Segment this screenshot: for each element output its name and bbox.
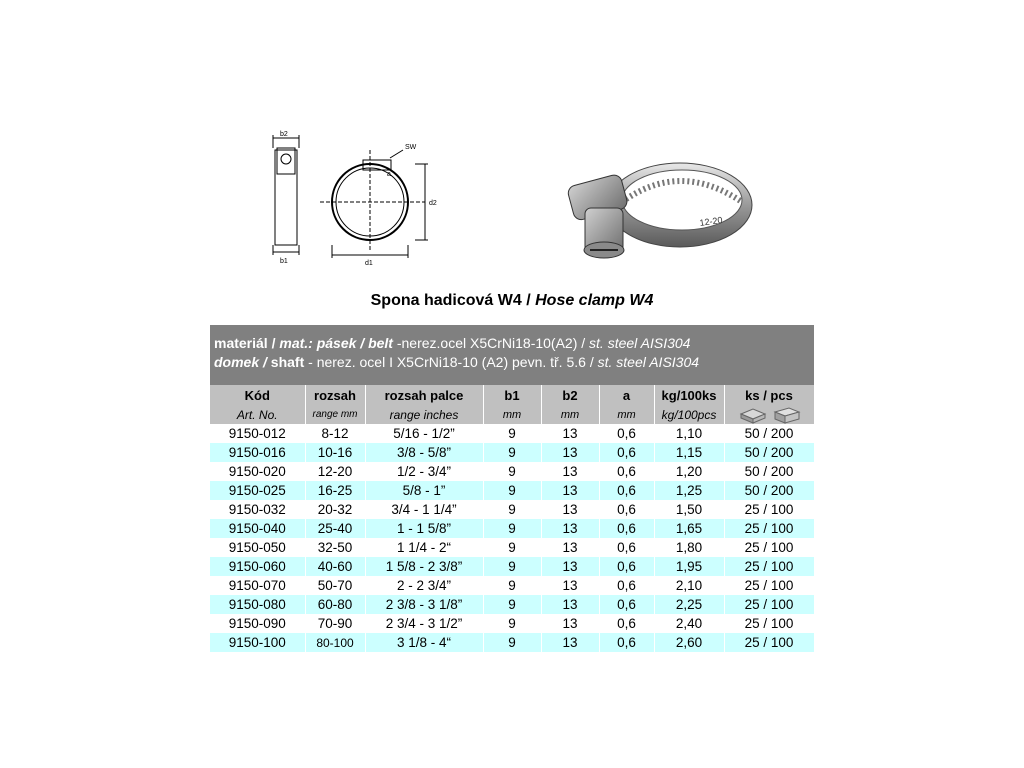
label-a: a	[387, 171, 391, 178]
cell-pcs: 50 / 200	[724, 481, 814, 500]
material-line-shaft: domek / shaft - nerez. ocel I X5CrNi18-10 (A2) pevn. tř. 5.6 / st. steel AISI304	[214, 354, 700, 370]
col-subheader-b2: mm	[541, 405, 599, 424]
cell-range-mm: 32-50	[305, 538, 365, 557]
table-row	[210, 614, 814, 633]
cell-range-inch: 2 - 2 3/4”	[365, 576, 483, 595]
cell-weight: 1,20	[654, 462, 724, 481]
cell-range-inch: 2 3/8 - 3 1/8”	[365, 595, 483, 614]
spec-table	[210, 385, 815, 652]
cell-range-inch: 1 5/8 - 2 3/8”	[365, 557, 483, 576]
label-sw: SW	[405, 144, 417, 151]
cell-code: 9150-100	[210, 633, 305, 652]
cell-weight: 1,15	[654, 443, 724, 462]
col-header-a: a	[599, 385, 654, 405]
cell-pcs: 50 / 200	[724, 424, 814, 443]
cell-range-mm: 12-20	[305, 462, 365, 481]
cell-pcs: 25 / 100	[724, 614, 814, 633]
table-row	[210, 519, 814, 538]
table-row	[210, 576, 814, 595]
cell-b1: 9	[483, 519, 541, 538]
cell-b2: 13	[541, 614, 599, 633]
title-cz: Spona hadicová W4 /	[370, 292, 531, 309]
cell-b1: 9	[483, 576, 541, 595]
table-row	[210, 557, 814, 576]
cell-b2: 13	[541, 557, 599, 576]
cell-range-inch: 1 1/4 - 2“	[365, 538, 483, 557]
col-header-b2: b2	[541, 385, 599, 405]
cell-code: 9150-060	[210, 557, 305, 576]
cell-code: 9150-080	[210, 595, 305, 614]
cell-b1: 9	[483, 557, 541, 576]
photo-marking: 12-20	[698, 214, 724, 228]
material-info	[210, 325, 814, 385]
cell-a: 0,6	[599, 519, 654, 538]
cell-pcs: 50 / 200	[724, 443, 814, 462]
cell-weight: 1,10	[654, 424, 724, 443]
label-b2: b2	[280, 131, 288, 138]
cell-pcs: 25 / 100	[724, 595, 814, 614]
col-header-weight: kg/100ks	[654, 385, 724, 405]
col-header-code: Kód	[210, 385, 305, 405]
cell-b1: 9	[483, 614, 541, 633]
cell-range-mm: 40-60	[305, 557, 365, 576]
cell-range-mm: 60-80	[305, 595, 365, 614]
col-header-pcs: ks / pcs	[724, 385, 814, 405]
cell-b1: 9	[483, 595, 541, 614]
side-view-housing	[277, 148, 295, 174]
cell-b2: 13	[541, 462, 599, 481]
cell-b1: 9	[483, 500, 541, 519]
cell-b2: 13	[541, 481, 599, 500]
cell-code: 9150-016	[210, 443, 305, 462]
cell-b2: 13	[541, 424, 599, 443]
table-row	[210, 633, 814, 652]
col-subheader-code: Art. No.	[210, 405, 305, 424]
col-subheader-range: range mm	[305, 405, 365, 424]
cell-range-inch: 3/8 - 5/8”	[365, 443, 483, 462]
cell-b1: 9	[483, 481, 541, 500]
cell-a: 0,6	[599, 576, 654, 595]
cell-weight: 1,80	[654, 538, 724, 557]
cell-b2: 13	[541, 500, 599, 519]
cell-pcs: 25 / 100	[724, 557, 814, 576]
col-header-range-inch: rozsah palce	[365, 385, 483, 405]
table-row	[210, 424, 814, 443]
table-row	[210, 595, 814, 614]
cell-a: 0,6	[599, 614, 654, 633]
cell-pcs: 25 / 100	[724, 576, 814, 595]
table-row	[210, 443, 814, 462]
col-subheader-a: mm	[599, 405, 654, 424]
label-d1: d1	[365, 260, 373, 267]
col-header-b1: b1	[483, 385, 541, 405]
cell-pcs: 25 / 100	[724, 633, 814, 652]
cell-range-mm: 25-40	[305, 519, 365, 538]
cell-range-mm: 8-12	[305, 424, 365, 443]
cell-code: 9150-020	[210, 462, 305, 481]
cell-range-inch: 5/16 - 1/2”	[365, 424, 483, 443]
col-subheader-weight: kg/100pcs	[654, 405, 724, 424]
hose-clamp-photo	[560, 150, 760, 265]
cell-code: 9150-032	[210, 500, 305, 519]
cell-weight: 2,40	[654, 614, 724, 633]
cell-code: 9150-050	[210, 538, 305, 557]
cell-a: 0,6	[599, 500, 654, 519]
cell-code: 9150-040	[210, 519, 305, 538]
cell-range-inch: 5/8 - 1”	[365, 481, 483, 500]
cell-b1: 9	[483, 424, 541, 443]
cell-pcs: 25 / 100	[724, 538, 814, 557]
cell-code: 9150-012	[210, 424, 305, 443]
box-icon	[739, 406, 801, 424]
cell-code: 9150-025	[210, 481, 305, 500]
cell-a: 0,6	[599, 595, 654, 614]
cell-a: 0,6	[599, 557, 654, 576]
col-subheader-b1: mm	[483, 405, 541, 424]
table-row	[210, 462, 814, 481]
title-en: Hose clamp W4	[535, 292, 654, 309]
cell-range-mm: 70-90	[305, 614, 365, 633]
cell-range-mm: 16-25	[305, 481, 365, 500]
cell-b2: 13	[541, 633, 599, 652]
cell-a: 0,6	[599, 481, 654, 500]
cell-range-inch: 3/4 - 1 1/4”	[365, 500, 483, 519]
cell-range-mm: 50-70	[305, 576, 365, 595]
cell-b2: 13	[541, 576, 599, 595]
cell-weight: 2,25	[654, 595, 724, 614]
technical-drawing	[265, 130, 445, 270]
cell-range-mm: 10-16	[305, 443, 365, 462]
cell-pcs: 50 / 200	[724, 462, 814, 481]
cell-range-inch: 1/2 - 3/4”	[365, 462, 483, 481]
cell-weight: 1,65	[654, 519, 724, 538]
page-title	[210, 292, 814, 310]
cell-range-inch: 3 1/8 - 4“	[365, 633, 483, 652]
cell-weight: 1,50	[654, 500, 724, 519]
cell-range-inch: 1 - 1 5/8”	[365, 519, 483, 538]
cell-b2: 13	[541, 538, 599, 557]
col-subheader-pcs-icons	[724, 405, 814, 424]
cell-b2: 13	[541, 519, 599, 538]
cell-a: 0,6	[599, 462, 654, 481]
cell-b1: 9	[483, 538, 541, 557]
cell-b1: 9	[483, 462, 541, 481]
cell-weight: 2,10	[654, 576, 724, 595]
cell-code: 9150-090	[210, 614, 305, 633]
cell-b1: 9	[483, 443, 541, 462]
cell-range-mm: 80-100	[305, 633, 365, 652]
col-subheader-range-inch: range inches	[365, 405, 483, 424]
material-line-belt: materiál / mat.: pásek / belt -nerez.ocel X5CrNi18-10(A2) / st. steel AISI304	[214, 335, 691, 351]
cell-pcs: 25 / 100	[724, 500, 814, 519]
cell-code: 9150-070	[210, 576, 305, 595]
table-row	[210, 500, 814, 519]
table-body	[210, 424, 814, 652]
cell-weight: 1,25	[654, 481, 724, 500]
cell-a: 0,6	[599, 424, 654, 443]
cell-a: 0,6	[599, 443, 654, 462]
cell-weight: 2,60	[654, 633, 724, 652]
label-b1: b1	[280, 258, 288, 265]
cell-a: 0,6	[599, 633, 654, 652]
table-row	[210, 481, 814, 500]
cell-range-inch: 2 3/4 - 3 1/2”	[365, 614, 483, 633]
cell-b2: 13	[541, 443, 599, 462]
cell-b1: 9	[483, 633, 541, 652]
col-header-range: rozsah	[305, 385, 365, 405]
label-d2: d2	[429, 200, 437, 207]
cell-pcs: 25 / 100	[724, 519, 814, 538]
table-row	[210, 538, 814, 557]
cell-b2: 13	[541, 595, 599, 614]
cell-range-mm: 20-32	[305, 500, 365, 519]
cell-a: 0,6	[599, 538, 654, 557]
cell-weight: 1,95	[654, 557, 724, 576]
